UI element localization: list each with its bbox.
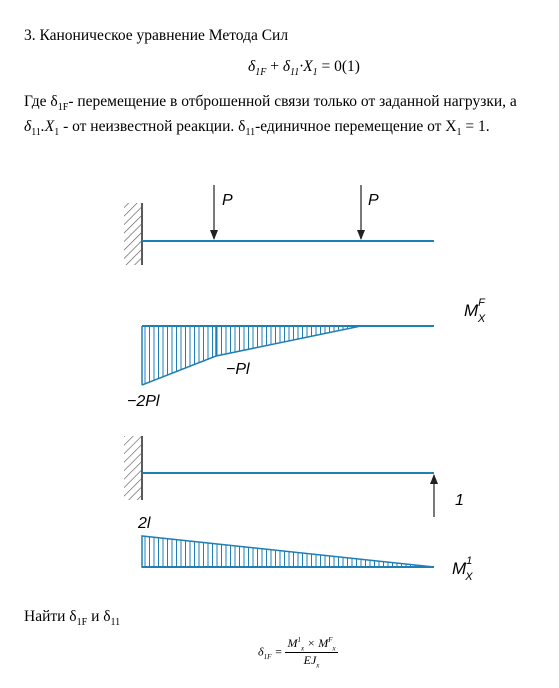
find-prefix: Найти δ	[24, 608, 77, 625]
twopl-label: −2Pl	[127, 393, 160, 410]
beam-2-group	[124, 436, 464, 517]
find-mid: и δ	[87, 608, 111, 625]
p1-prefix: Где δ	[24, 93, 58, 110]
p1-rest: - перемещение в отброшенной связи только от заданной нагрузки, а	[68, 93, 517, 110]
eq-sub-1f: 1F	[255, 67, 267, 79]
formula-lhs: δ	[258, 644, 264, 659]
load-label-2: P	[368, 192, 379, 209]
formula-numerator: $M^1_x \times M^F_x$	[287, 636, 336, 653]
eq-dot: ·	[299, 58, 304, 75]
p2-rest2: -единичное перемещение от X	[255, 118, 457, 135]
mf-hatch	[145, 326, 357, 384]
m1-moment-diagram	[137, 515, 473, 583]
beam-diagrams	[0, 170, 559, 590]
p2-x: .X	[40, 118, 55, 135]
p2-xsub2: 1	[456, 127, 462, 139]
task-line	[24, 608, 120, 628]
load-label-1: P	[222, 192, 233, 209]
eq-sub-11: 11	[290, 67, 300, 79]
eq-rhs: = 0(1)	[317, 58, 360, 75]
explanation-line-2	[24, 118, 490, 138]
mf-label: $M^F$ X	[464, 297, 486, 325]
mf-curve	[142, 326, 361, 385]
eq-x: X	[303, 58, 313, 75]
p2-rest: - от неизвестной реакции. δ	[59, 118, 246, 135]
wall-support-1	[124, 203, 141, 265]
explanation-line-1	[24, 93, 517, 113]
eq-delta-1: δ	[248, 58, 256, 75]
find-sub1: 1F	[76, 617, 88, 629]
load-arrow-1	[210, 185, 218, 240]
p2-delta: δ	[24, 118, 32, 135]
displacement-formula	[258, 636, 338, 670]
formula-lhs-sub: 1F	[263, 653, 272, 662]
eq-sub-1: 1	[312, 67, 318, 79]
find-sub2: 11	[110, 617, 121, 629]
p2-xsub: 1	[54, 127, 60, 139]
m1-label: $M^1$ X	[452, 555, 473, 583]
p2-sub2: 11	[245, 127, 256, 139]
formula-fraction	[285, 636, 337, 670]
load-arrow-2	[357, 185, 365, 240]
beam-1-group	[124, 185, 434, 265]
section-heading: 3. Каноническое уравнение Метода Сил	[24, 27, 289, 44]
eq-delta-2: δ	[282, 58, 291, 75]
p2-end: = 1.	[461, 118, 490, 135]
formula-denominator: $EJ_x$	[303, 653, 320, 670]
unit-force-label: 1	[455, 492, 464, 509]
wall-support-2	[124, 436, 141, 500]
formula-eq: =	[271, 644, 286, 659]
p1-sub: 1F	[57, 102, 69, 114]
pl-label: −Pl	[226, 361, 250, 378]
twol-label: 2l	[138, 515, 151, 532]
mf-moment-diagram	[127, 297, 486, 410]
canonical-equation	[248, 58, 360, 78]
unit-force-arrow	[430, 474, 438, 517]
eq-plus: +	[266, 58, 283, 75]
p2-sub: 11	[31, 127, 41, 139]
